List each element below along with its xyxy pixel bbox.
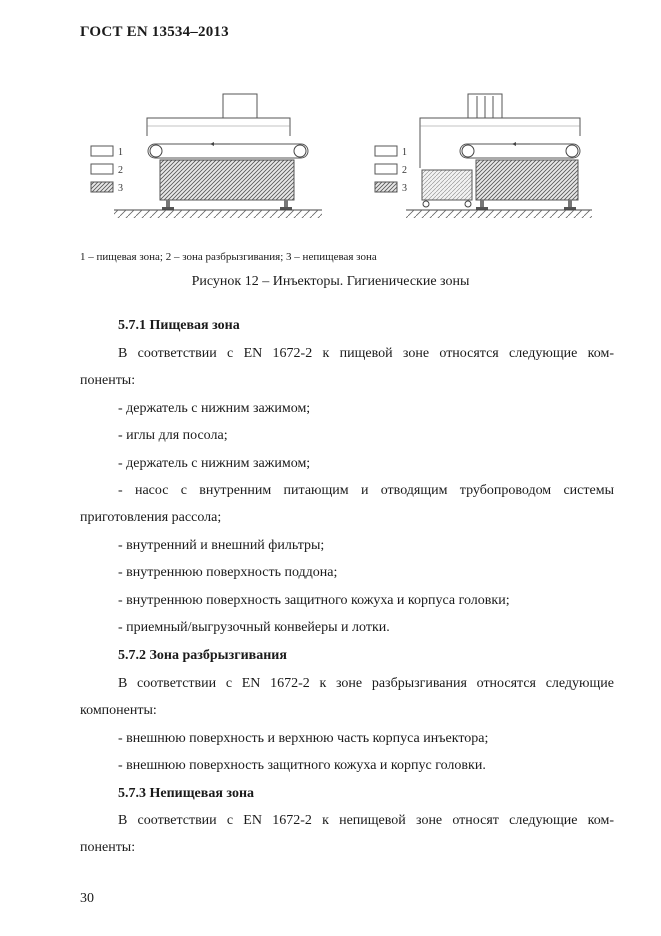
legend-swatch-nonfood-zone (91, 182, 113, 192)
list-item: - внутреннюю поверхность поддона; (118, 565, 338, 580)
legend-swatch-nonfood-zone (375, 182, 397, 192)
left-injector-diagram (91, 94, 322, 218)
legend-label-3: 3 (402, 183, 407, 194)
list-item: - держатель с нижним зажимом; (118, 401, 311, 416)
legend-swatch-food-zone (375, 146, 397, 156)
legend-swatch-splash-zone (375, 164, 397, 174)
list-item: - иглы для посола; (118, 428, 228, 443)
legend-label-1: 1 (118, 147, 123, 158)
list-item: - внутреннюю поверхность защитного кожуха и корпуса головки; (118, 593, 510, 608)
list-item: - приемный/выгрузочный конвейеры и лотки. (118, 620, 390, 635)
list-item: - внутренний и внешний фильтры; (118, 538, 325, 553)
list-item: - насос с внутренним питающим и отводящим трубопроводом системы (118, 483, 614, 498)
paragraph-line: В соответствии с EN 1672-2 к пищевой зоне относятся следующие ком- (118, 346, 614, 361)
section-heading-5-7-3: 5.7.3 Непищевая зона (118, 786, 255, 801)
legend-label-3: 3 (118, 183, 123, 194)
paragraph-line: В соответствии с EN 1672-2 к зоне разбрызгивания относятся следующие (118, 676, 614, 691)
list-item-continuation: приготовления рассола; (80, 510, 222, 525)
paragraph-line: поненты: (80, 373, 136, 388)
section-heading-5-7-1: 5.7.1 Пищевая зона (118, 318, 240, 333)
list-item: - внешнюю поверхность и верхнюю часть корпуса инъектора; (118, 731, 489, 746)
figure-caption: Рисунок 12 – Инъекторы. Гигиенические зоны (191, 274, 470, 289)
legend-label-2: 2 (402, 165, 407, 176)
injector-hygiene-figure (80, 88, 620, 228)
paragraph-line: компоненты: (80, 703, 157, 718)
legend-swatch-food-zone (91, 146, 113, 156)
page-number: 30 (80, 891, 94, 906)
right-injector-diagram (375, 94, 592, 218)
document-header: ГОСТ EN 13534–2013 (80, 24, 229, 40)
figure-legend: 1 – пищевая зона; 2 – зона разбрызгивания; 3 – непищевая зона (80, 251, 377, 263)
list-item: - держатель с нижним зажимом; (118, 456, 311, 471)
legend-label-1: 1 (402, 147, 407, 158)
legend-label-2: 2 (118, 165, 123, 176)
paragraph-line: поненты: (80, 840, 136, 855)
paragraph-line: В соответствии с EN 1672-2 к непищевой зоне относят следующие ком- (118, 813, 614, 828)
list-item: - внешнюю поверхность защитного кожуха и корпус головки. (118, 758, 486, 773)
section-heading-5-7-2: 5.7.2 Зона разбрызгивания (118, 648, 287, 663)
legend-swatch-splash-zone (91, 164, 113, 174)
